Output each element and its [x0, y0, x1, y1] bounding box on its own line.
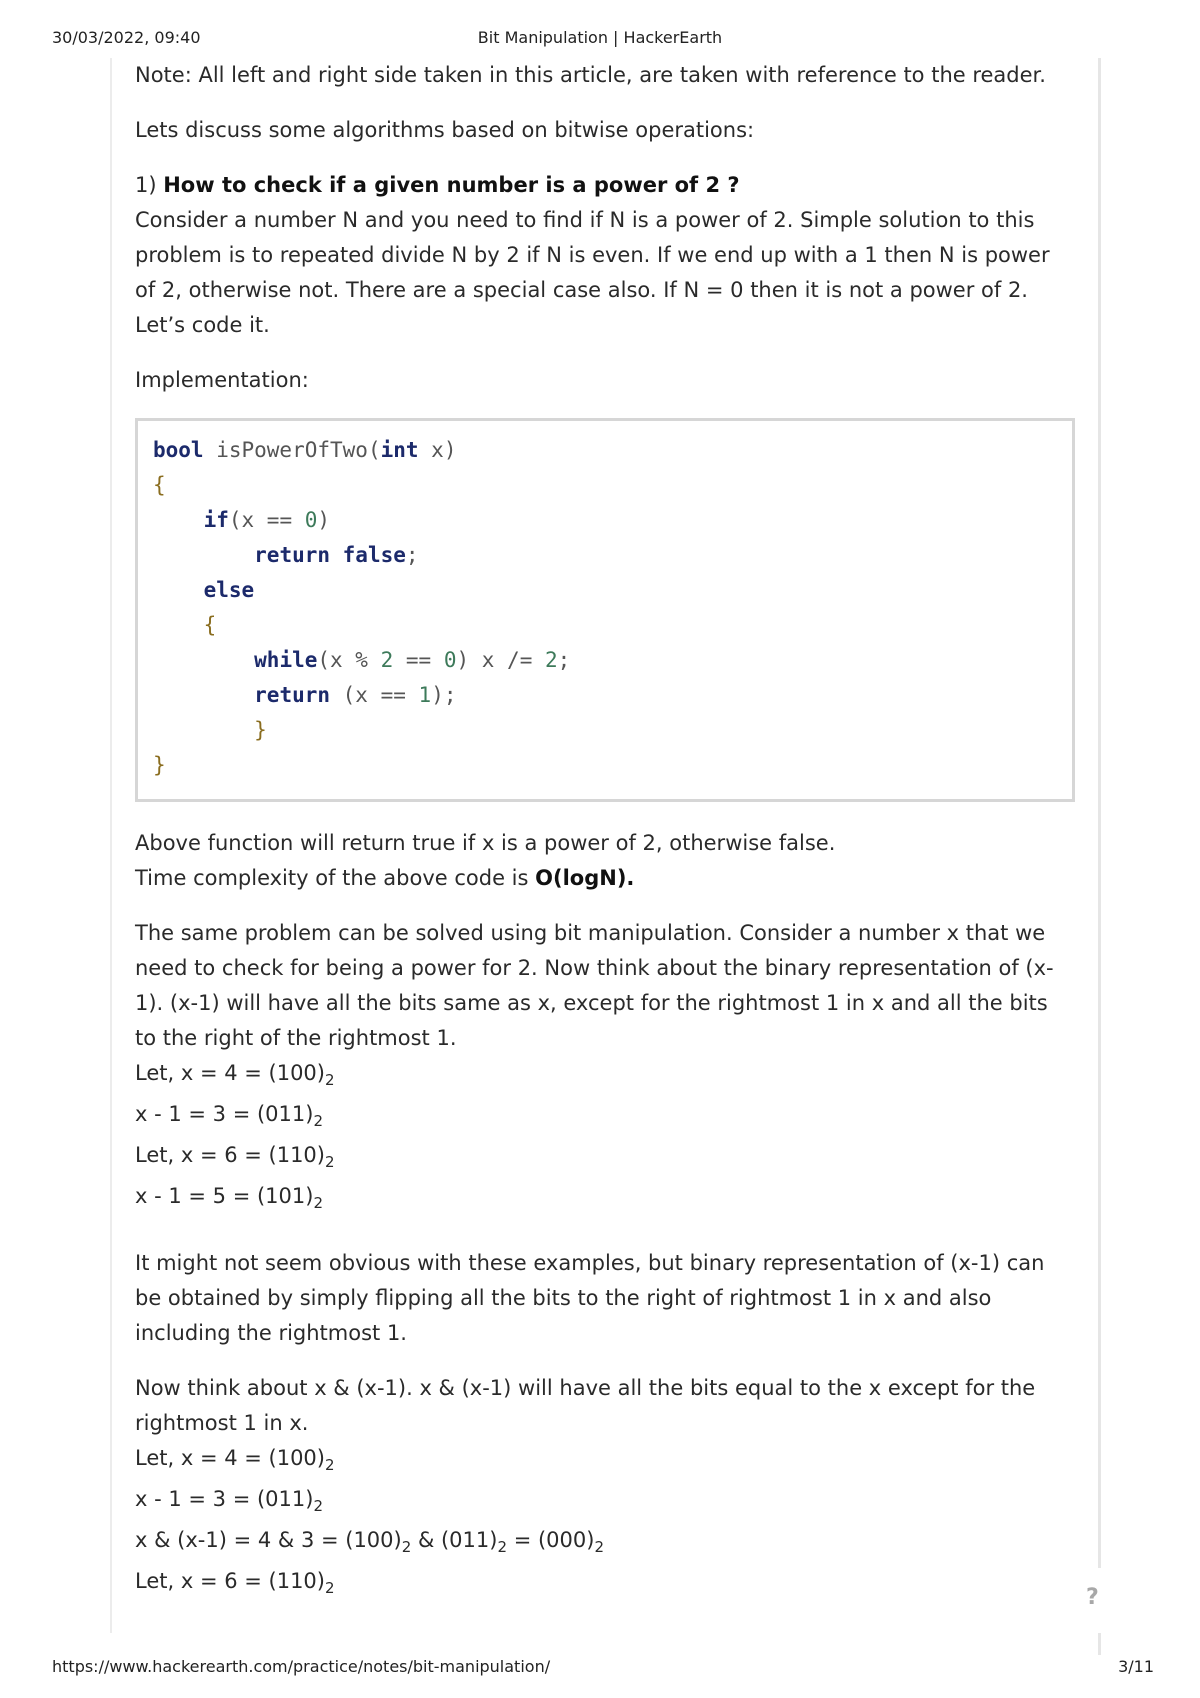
help-icon[interactable]: ?: [1086, 1585, 1099, 1610]
example-line-3: Let, $x = 6 = (110)_2$: [135, 1143, 335, 1171]
code-line-9: }: [254, 718, 267, 742]
page-number: 3/11: [1118, 1657, 1154, 1676]
note-text: Note: All left and right side taken in this article, are taken with reference to the reader.: [135, 63, 1046, 87]
question-1-title: How to check if a given number is a power of 2 ?: [163, 173, 740, 197]
code-line-8: return (x == 1);: [254, 683, 457, 707]
article-content: [135, 58, 1075, 1605]
example-line-1: Let, $x = 4 = (100)_2$: [135, 1061, 335, 1089]
left-border: [110, 58, 112, 1633]
question-1-heading: [135, 168, 1075, 203]
code-line-6: {: [203, 613, 217, 637]
scrollbar-track-lower[interactable]: [1098, 1633, 1101, 1655]
code-line-2: {: [153, 473, 166, 497]
example-line-6: $x - 1 = 3 = (011)_2$: [135, 1487, 323, 1515]
bit-manipulation-paragraph: The same problem can be solved using bit manipulation. Consider a number x that we need to check for being a power for 2. Now think about the binary representation of (x-1). (x-1) will have all the bits same as x, except for the rightmost 1 in x and all the bits to the right of the rightmost 1.: [135, 921, 1054, 1050]
flip-paragraph: It might not seem obvious with these examples, but binary representation of (x-1) can be obtained by simply flipping all the bits to the right of rightmost 1 in x and also including the rightmost 1.: [135, 1251, 1045, 1345]
code-line-10: }: [153, 753, 166, 777]
example-line-8: Let, $x = 6 = (110)_2$: [135, 1569, 335, 1597]
code-line-4: return false;: [254, 543, 419, 567]
complexity-value: O(logN).: [535, 866, 635, 890]
example-line-4: $x - 1 = 5 = (101)_2$: [135, 1184, 323, 1212]
example-line-7: x & (x-1) = 4 & $3 = (100)_2$ & $(011)_2 = (000)_2$: [135, 1528, 604, 1556]
implementation-label: Implementation:: [135, 368, 309, 392]
intro-text: Lets discuss some algorithms based on bitwise operations:: [135, 118, 755, 142]
return-explanation: Above function will return true if x is a power of 2, otherwise false.: [135, 831, 836, 855]
print-title: Bit Manipulation | HackerEarth: [477, 28, 723, 47]
example-line-2: $x - 1 = 3 = (011)_2$: [135, 1102, 323, 1130]
example-line-5: Let, $x = 4 = (100)_2$: [135, 1446, 335, 1474]
page-url: https://www.hackerearth.com/practice/notes/bit-manipulation/: [52, 1657, 551, 1676]
print-date: 30/03/2022, 09:40: [52, 28, 201, 47]
code-block: [135, 418, 1075, 802]
scrollbar-track[interactable]: [1098, 58, 1101, 1568]
question-1-body: Consider a number N and you need to find if N is a power of 2. Simple solution to this problem is to repeated divide N by 2 if N is even. If we end up with a 1 then N is power of 2, otherwise not. There are a special case also. If N = 0 then it is not a power of 2. Let’s code it.: [135, 208, 1050, 337]
code-line-3: if(x == 0): [203, 508, 331, 532]
code-line-7: while(x % 2 == 0) x /= 2;: [254, 648, 571, 672]
code-line-1: bool isPowerOfTwo(int x): [153, 438, 457, 462]
complexity-text: Time complexity of the above code is O(logN).: [135, 866, 635, 890]
and-paragraph: Now think about x & (x-1). x & (x-1) will have all the bits equal to the x except for the rightmost 1 in x.: [135, 1376, 1036, 1435]
question-number: 1): [135, 173, 164, 197]
code-line-5: else: [203, 578, 255, 602]
